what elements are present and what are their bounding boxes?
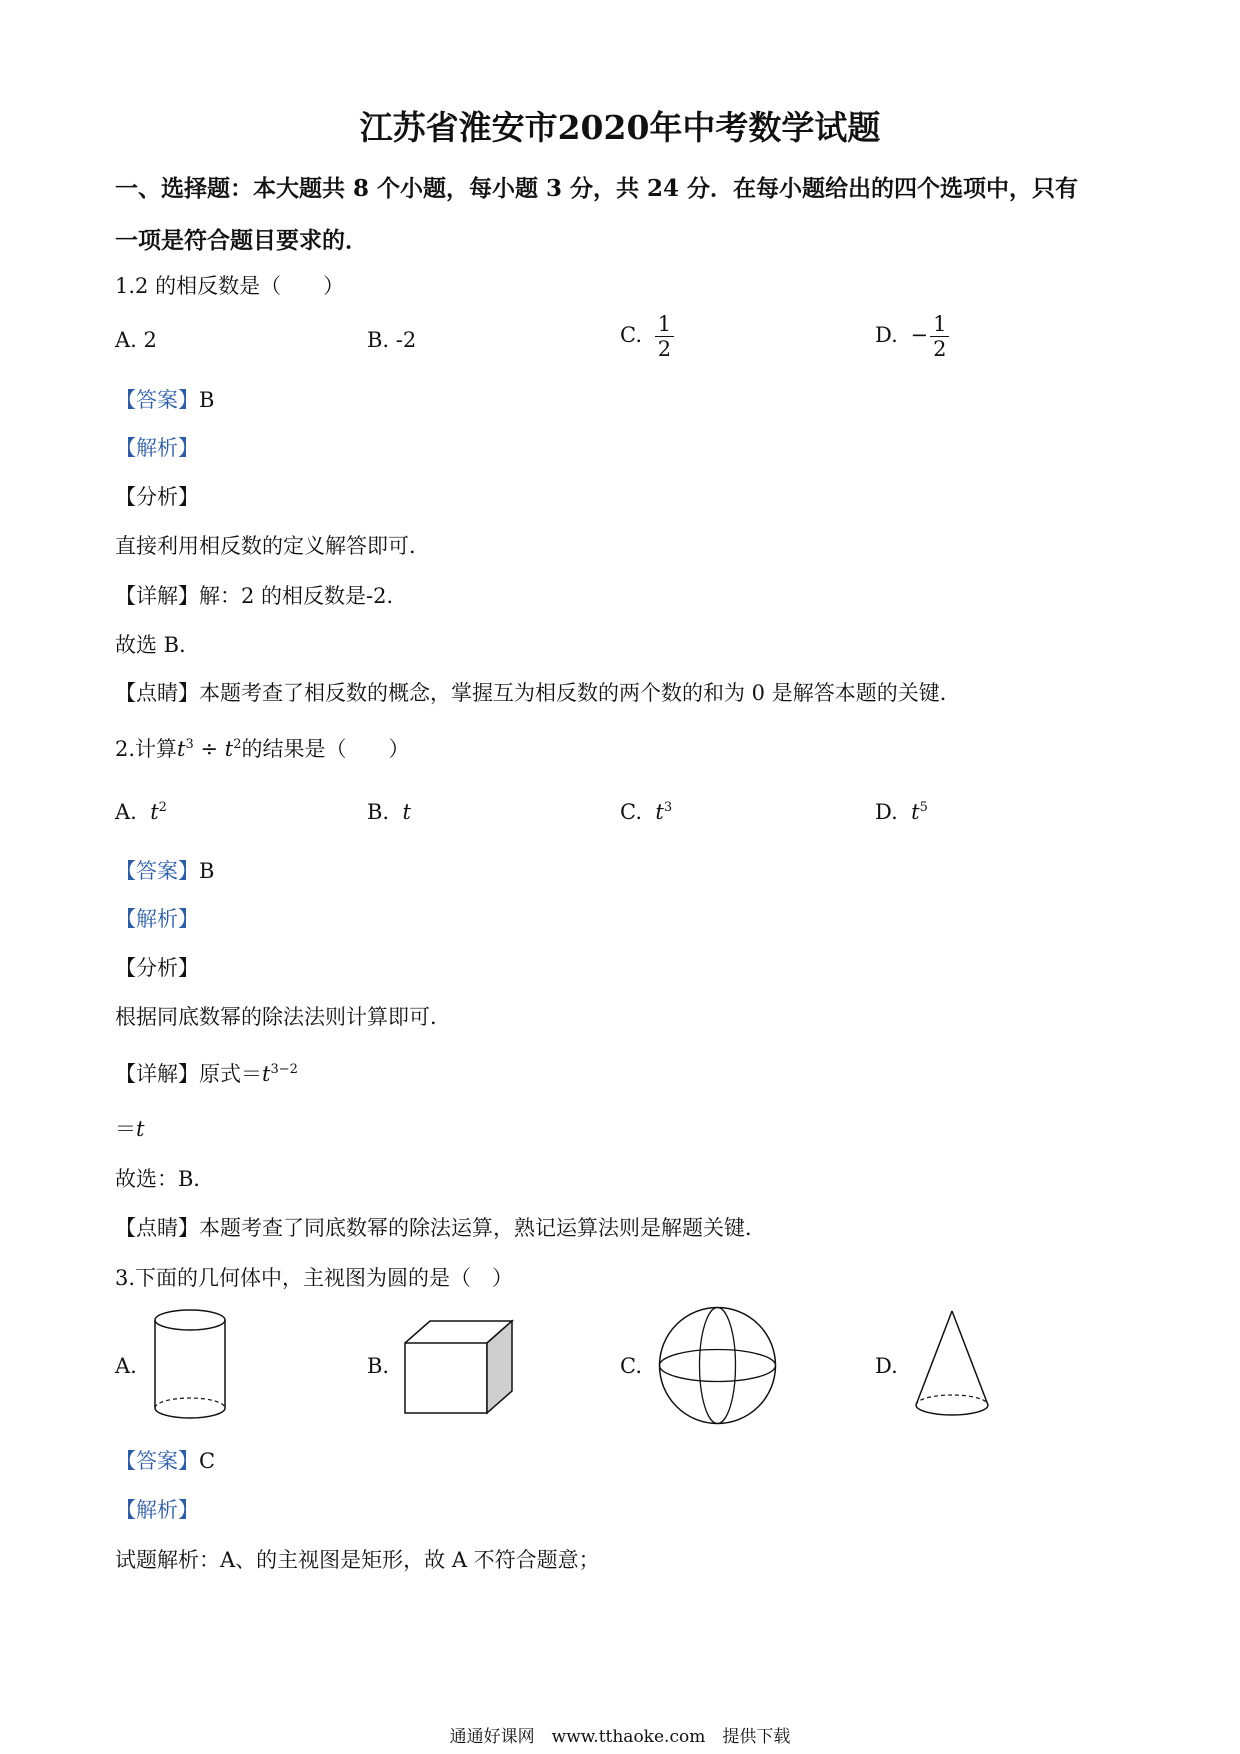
q2-analysis: 根据同底数幂的除法法则计算即可． bbox=[115, 1005, 451, 1029]
math-exponent: 2 bbox=[233, 737, 242, 752]
q1-option-c-label: C. bbox=[620, 323, 642, 348]
q1-explain-tag: 【解析】 bbox=[115, 436, 199, 460]
math-var: t bbox=[655, 800, 664, 824]
answer-value: B bbox=[199, 859, 215, 883]
q2-analysis-tag: 【分析】 bbox=[115, 956, 199, 980]
q1-option-c bbox=[620, 312, 674, 361]
math-var: t bbox=[402, 800, 411, 824]
q3-explain-tag: 【解析】 bbox=[115, 1498, 199, 1522]
math-operator: ＝ bbox=[115, 1117, 136, 1141]
q1-option-d bbox=[875, 312, 949, 361]
math-exponent: 5 bbox=[919, 800, 928, 815]
q2-explain-tag: 【解析】 bbox=[115, 907, 199, 931]
answer-tag: 【答案】 bbox=[115, 1449, 199, 1473]
fraction-numerator: 1 bbox=[655, 312, 674, 337]
math-var: t bbox=[911, 800, 920, 824]
option-label: D. bbox=[875, 800, 898, 824]
q3-option-a: A. bbox=[115, 1354, 137, 1378]
q2-option-b bbox=[367, 800, 411, 824]
option-label: C. bbox=[620, 800, 642, 824]
cylinder-icon bbox=[150, 1305, 230, 1425]
math-var: t bbox=[136, 1117, 145, 1141]
q2-option-a bbox=[115, 800, 167, 824]
fraction-denominator: 2 bbox=[933, 337, 947, 362]
option-label: B. bbox=[367, 800, 390, 824]
q2-stem-prefix: 2.计算 bbox=[115, 737, 178, 761]
q1-option-d-label: D. bbox=[875, 323, 898, 348]
page-footer: 通通好课网 www.tthaoke.com 提供下载 bbox=[449, 1727, 791, 1747]
q3-option-d: D. bbox=[875, 1354, 898, 1378]
q1-option-a: A. 2 bbox=[115, 328, 157, 352]
answer-tag: 【答案】 bbox=[115, 388, 199, 412]
math-exponent: 3 bbox=[185, 737, 194, 752]
q3-stem: 3.下面的几何体中，主视图为圆的是（ ） bbox=[115, 1266, 514, 1290]
q1-comment: 【点睛】本题考查了相反数的概念，掌握互为相反数的两个数的和为 0 是解答本题的关键． bbox=[115, 681, 961, 705]
q2-choose: 故选：B． bbox=[115, 1167, 215, 1191]
q1-detail: 【详解】解：2 的相反数是-2． bbox=[115, 584, 408, 608]
answer-tag: 【答案】 bbox=[115, 859, 199, 883]
q1-option-d-sign: − bbox=[910, 323, 929, 348]
q3-answer bbox=[115, 1445, 215, 1475]
section-heading-line2: 一项是符合题目要求的． bbox=[115, 227, 368, 254]
q2-comment: 【点睛】本题考查了同底数幂的除法运算，熟记运算法则是解题关键． bbox=[115, 1216, 766, 1240]
math-operator: ÷ bbox=[193, 737, 225, 761]
option-label: A. bbox=[115, 800, 137, 824]
answer-value: B bbox=[199, 388, 215, 412]
math-var: t bbox=[150, 800, 159, 824]
q2-detail-prefix: 【详解】原式＝ bbox=[115, 1062, 262, 1086]
q1-option-c-fraction bbox=[655, 312, 674, 361]
cube-icon bbox=[402, 1318, 517, 1418]
section-heading-line1: 一、选择题：本大题共 8 个小题，每小题 3 分，共 24 分．在每小题给出的四个选项中，只有 bbox=[115, 175, 1079, 202]
math-exponent: 2 bbox=[158, 800, 167, 815]
math-var: t bbox=[262, 1062, 271, 1086]
q3-option-c: C. bbox=[620, 1354, 642, 1378]
cone-icon bbox=[912, 1308, 992, 1423]
math-var: t bbox=[224, 737, 234, 761]
q2-detail bbox=[115, 1058, 298, 1088]
fraction-denominator: 2 bbox=[657, 337, 672, 362]
q3-option-b: B. bbox=[367, 1354, 390, 1378]
math-var: t bbox=[177, 737, 186, 761]
q2-stem bbox=[115, 733, 409, 763]
q2-option-d bbox=[875, 800, 928, 824]
q1-analysis-tag: 【分析】 bbox=[115, 485, 199, 509]
q2-option-c bbox=[620, 800, 672, 824]
q1-choose: 故选 B． bbox=[115, 633, 201, 657]
q2-stem-suffix: 的结果是（ ） bbox=[241, 737, 410, 761]
fraction-numerator: 1 bbox=[930, 312, 949, 337]
math-exponent: 3−2 bbox=[270, 1062, 298, 1077]
q1-analysis: 直接利用相反数的定义解答即可． bbox=[115, 534, 430, 558]
q3-detail: 试题解析：A、的主视图是矩形，故 A 不符合题意； bbox=[115, 1548, 600, 1572]
q2-equation-line bbox=[115, 1113, 144, 1143]
q1-option-d-fraction bbox=[930, 312, 949, 361]
answer-value: C bbox=[199, 1449, 216, 1473]
q1-stem: 1.2 的相反数是（ ） bbox=[115, 274, 345, 298]
sphere-icon bbox=[655, 1303, 780, 1428]
q2-answer bbox=[115, 855, 214, 885]
math-exponent: 3 bbox=[663, 800, 673, 815]
page-title: 江苏省淮安市2020年中考数学试题 bbox=[359, 108, 881, 147]
q1-answer bbox=[115, 384, 214, 414]
q1-option-b: B. -2 bbox=[367, 328, 417, 352]
